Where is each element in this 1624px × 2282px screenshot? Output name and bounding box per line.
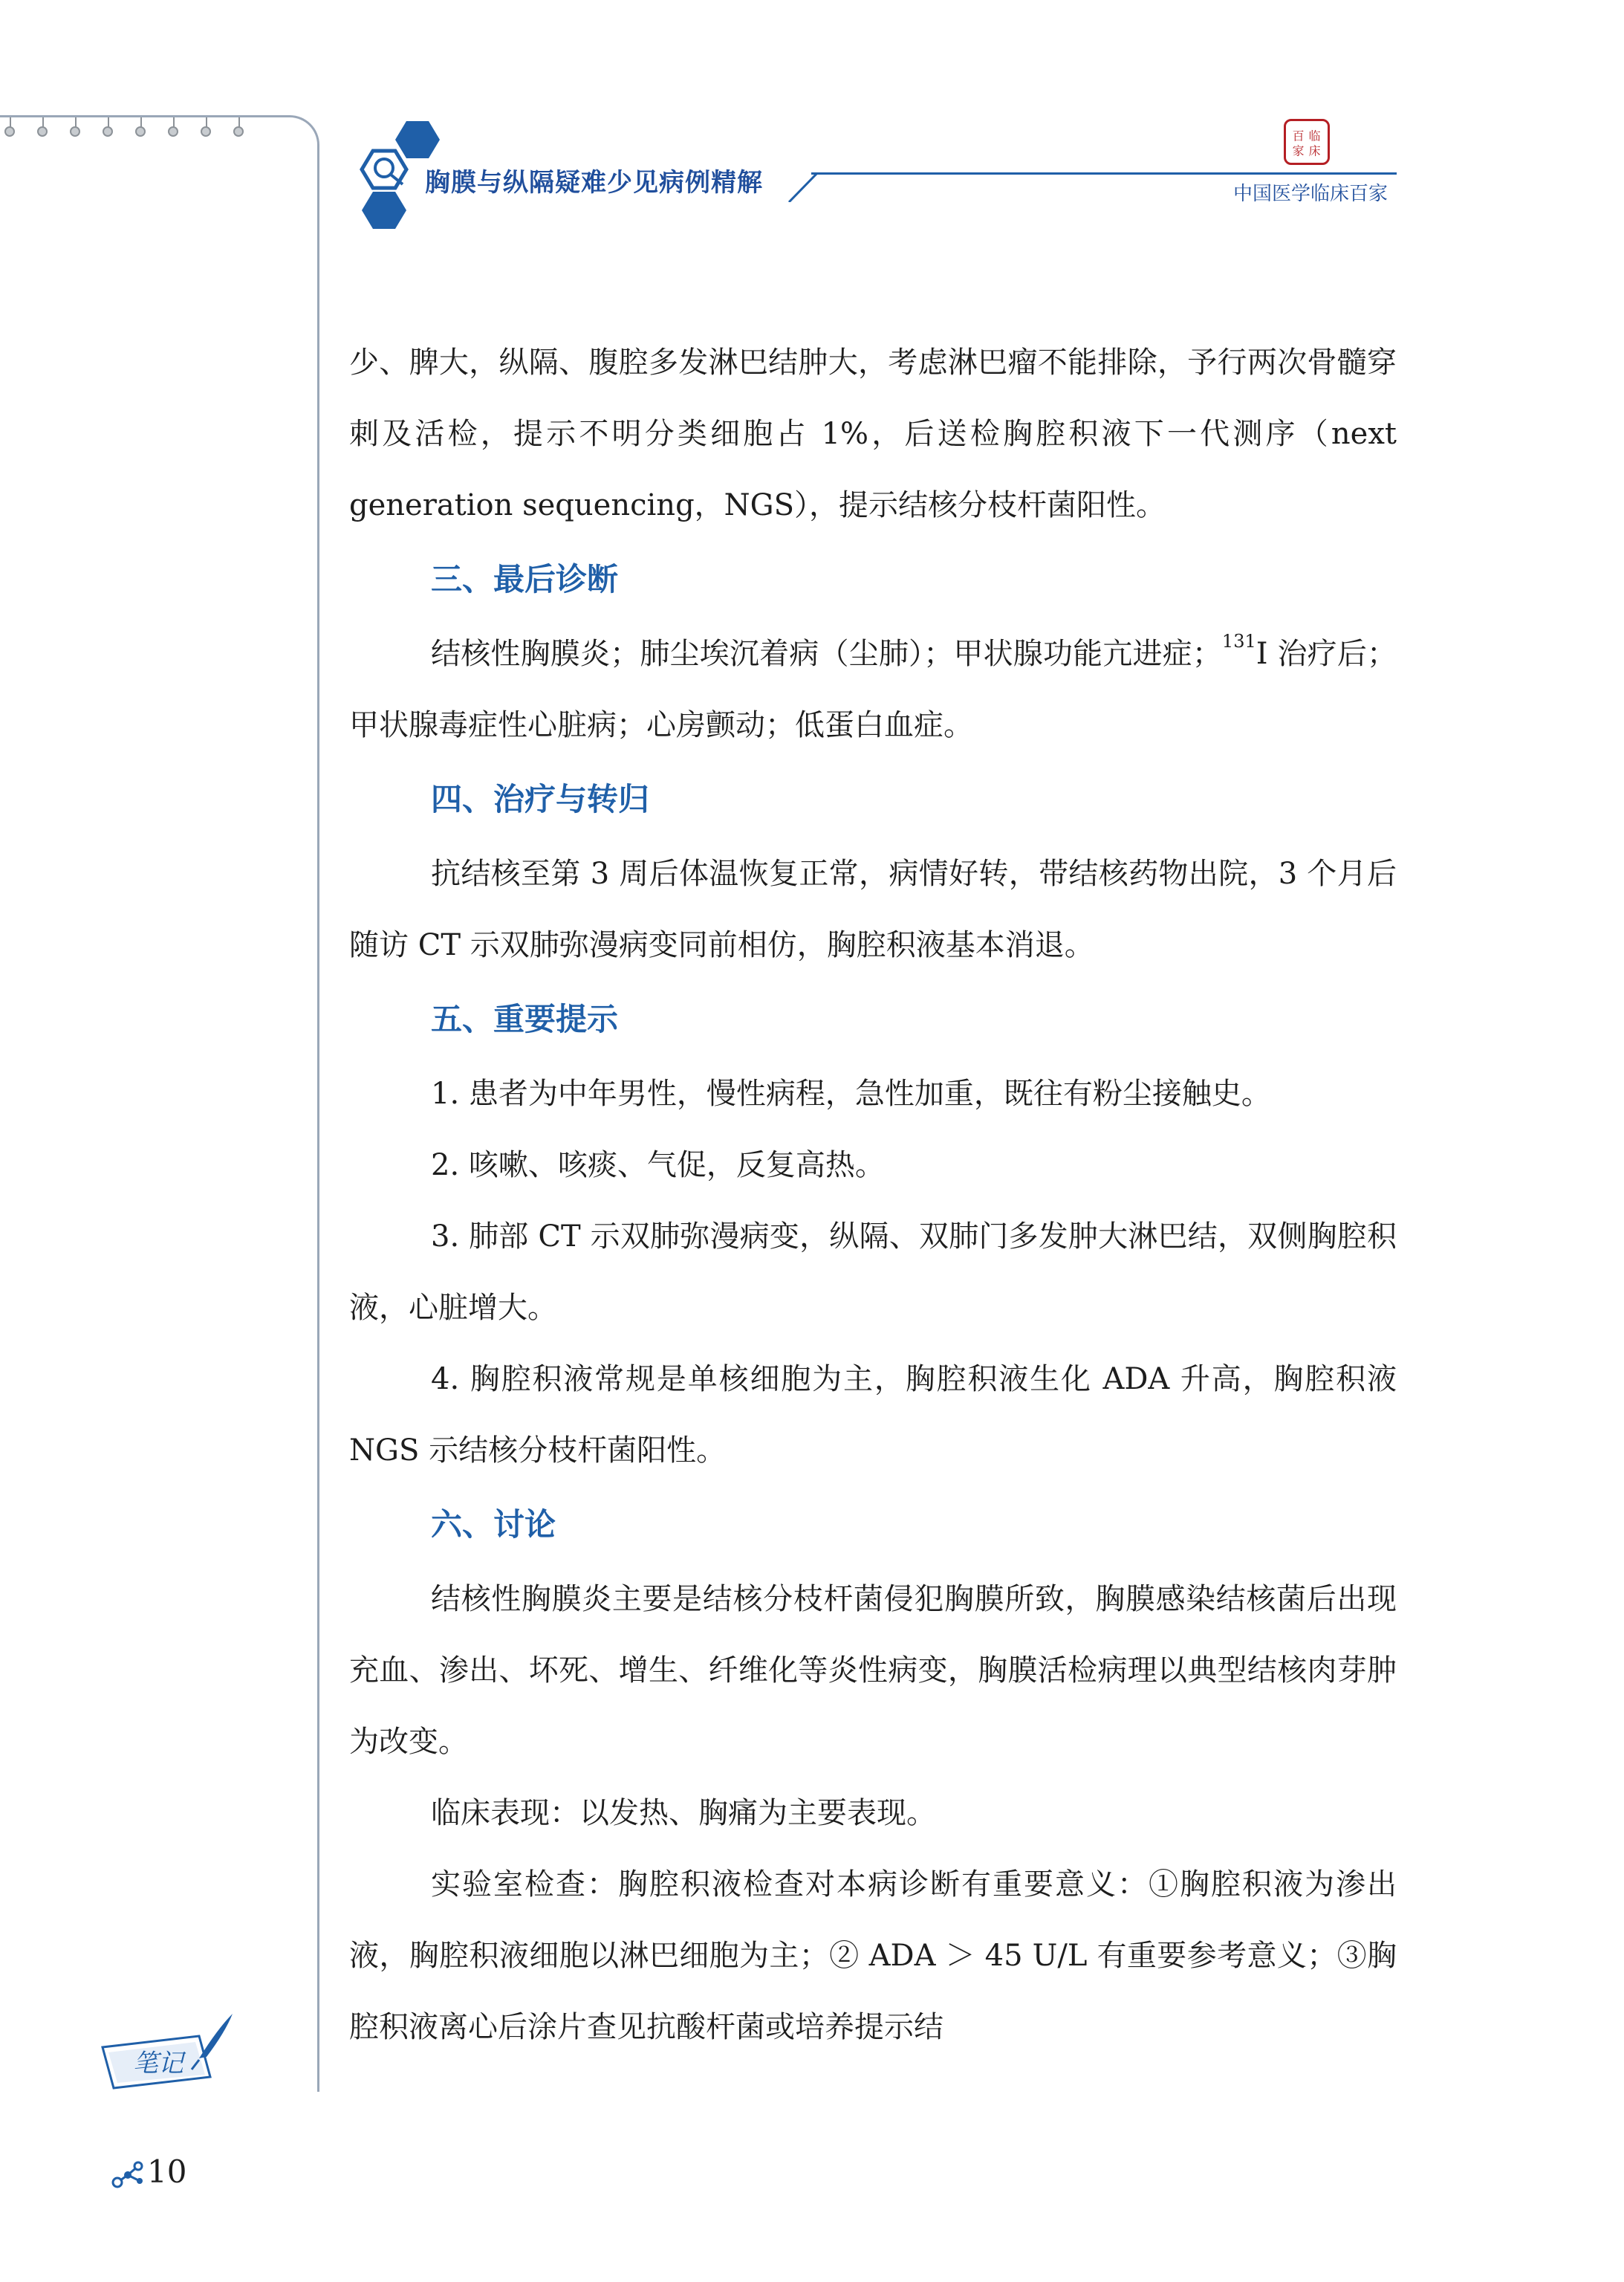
paragraph-clinical: 临床表现：以发热、胸痛为主要表现。 xyxy=(431,1796,936,1830)
page-content xyxy=(349,327,1397,2063)
tip-item: 2. 咳嗽、咳痰、气促，反复高热。 xyxy=(431,1148,885,1182)
seal-char: 百 xyxy=(1292,129,1305,143)
paragraph-diagnosis xyxy=(349,618,1397,761)
section-heading-diagnosis: 三、最后诊断 xyxy=(431,561,619,597)
section-heading-tips: 五、重要提示 xyxy=(431,1001,619,1037)
molecule-icon xyxy=(111,2159,147,2190)
notes-label: 笔记 xyxy=(133,2049,183,2078)
binding-ring xyxy=(70,126,80,137)
tip-item: 1. 患者为中年男性，慢性病程，急性加重，既往有粉尘接触史。 xyxy=(431,1077,1271,1111)
binding-ring xyxy=(4,126,15,137)
tip-item: 4. 胸腔积液常规是单核细胞为主，胸腔积液生化 ADA 升高，胸腔积液 NGS 示结核分枝杆菌阳性。 xyxy=(349,1362,1397,1468)
paragraph: 少、脾大，纵隔、腹腔多发淋巴结肿大，考虑淋巴瘤不能排除，予行两次骨髓穿刺及活检，提示不明分类细胞占 1%，后送检胸腔积液下一代测序（next generation sequencing，NGS），提示结核分枝杆菌阳性。 xyxy=(349,346,1397,522)
book-title: 胸膜与纵隔疑难少见病例精解 xyxy=(425,168,763,198)
binding-rings xyxy=(4,126,250,156)
series-seal-logo xyxy=(1284,119,1330,165)
diagnosis-text: 结核性胸膜炎；肺尘埃沉着病（尘肺）；甲状腺功能亢进症； xyxy=(431,637,1222,671)
seal-char: 家 xyxy=(1292,143,1305,158)
page-number: 10 xyxy=(147,2153,187,2190)
paragraph-treatment: 抗结核至第 3 周后体温恢复正常，病情好转，带结核药物出院，3 个月后随访 CT 示双肺弥漫病变同前相仿，胸腔积液基本消退。 xyxy=(349,857,1397,962)
binding-ring xyxy=(201,126,211,137)
series-name: 中国医学临床百家 xyxy=(1233,183,1388,205)
paragraph-lab: 实验室检查：胸腔积液检查对本病诊断有重要意义：①胸腔积液为渗出液，胸腔积液细胞以淋巴细胞为主；② ADA ＞ 45 U/L 有重要参考意义；③胸腔积液离心后涂片查见抗酸杆菌或培养提示结 xyxy=(349,1867,1397,2044)
tip-item: 3. 肺部 CT 示双肺弥漫病变，纵隔、双肺门多发肿大淋巴结，双侧胸腔积液，心脏增大。 xyxy=(349,1219,1397,1325)
notes-pen-icon xyxy=(88,2006,236,2095)
binding-ring xyxy=(37,126,48,137)
header-rule-slant xyxy=(787,172,817,202)
section-heading-treatment: 四、治疗与转归 xyxy=(431,781,650,817)
margin-border xyxy=(0,115,319,2092)
binding-ring xyxy=(135,126,146,137)
binding-ring xyxy=(233,126,244,137)
seal-char: 临 xyxy=(1308,129,1321,143)
diagnosis-text-cont: I 治疗后；甲状腺毒症性心脏病；心房颤动；低蛋白血症。 xyxy=(349,637,1397,742)
binding-ring xyxy=(103,126,113,137)
seal-char: 床 xyxy=(1308,143,1321,158)
header-rule xyxy=(811,172,1397,175)
paragraph-discussion: 结核性胸膜炎主要是结核分枝杆菌侵犯胸膜所致，胸膜感染结核菌后出现充血、渗出、坏死、增生、纤维化等炎性病变，胸膜活检病理以典型结核肉芽肿为改变。 xyxy=(349,1582,1397,1759)
isotope-superscript: 131 xyxy=(1221,631,1256,652)
section-heading-discussion: 六、讨论 xyxy=(431,1506,556,1543)
binding-ring xyxy=(168,126,178,137)
seal-glyphs xyxy=(1290,126,1323,158)
